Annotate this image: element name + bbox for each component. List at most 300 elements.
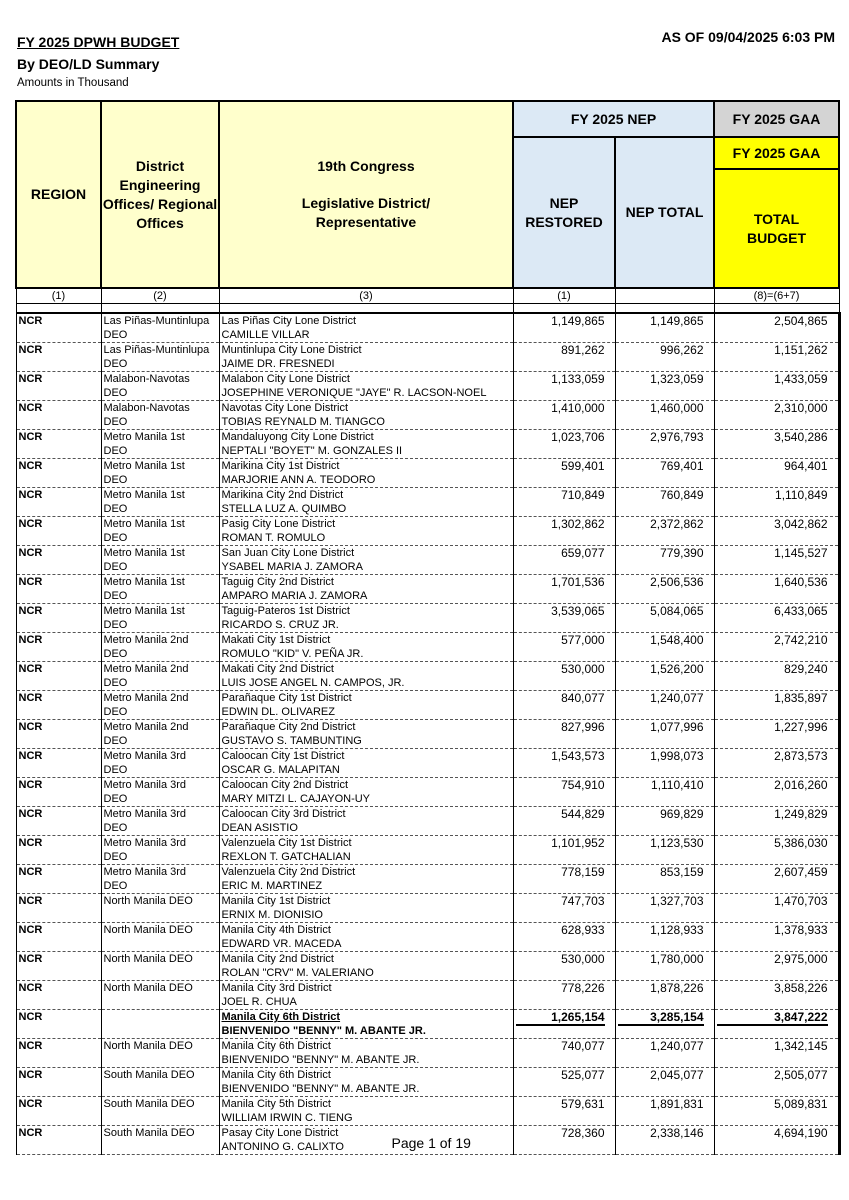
deo-cell (101, 836, 219, 865)
deo-name: Metro Manila 1st (103, 518, 185, 530)
nep-restored-cell (513, 923, 615, 952)
total-budget-value: 5,089,831 (774, 1097, 828, 1111)
nep-restored-cell (513, 372, 615, 401)
nep-restored-value: 1,410,000 (551, 401, 605, 415)
legislative-district-cell (219, 1010, 513, 1039)
deo-cell (101, 1010, 219, 1039)
nep-total-value: 996,262 (660, 343, 704, 357)
nep-restored-value: 577,000 (561, 633, 605, 647)
table-row (16, 923, 839, 952)
deo-name: Metro Manila 3rd (103, 837, 187, 849)
district-name: Mandaluyong City Lone District (221, 431, 374, 443)
legislative-district-cell (219, 430, 513, 459)
total-budget-value: 1,110,849 (775, 488, 828, 502)
representative-name: NEPTALI "BOYET" M. GONZALES II (221, 445, 403, 457)
nep-restored-cell (513, 343, 615, 372)
deo-suffix: DEO (103, 880, 128, 892)
col-num-ld: (3) (219, 288, 513, 304)
nep-restored-cell (513, 662, 615, 691)
legislative-district-cell (219, 1039, 513, 1068)
deo-suffix: DEO (103, 590, 128, 602)
total-budget-cell (714, 343, 839, 372)
nep-restored-value: 544,829 (561, 807, 605, 821)
nep-total-cell (615, 749, 714, 778)
total-budget-cell (714, 836, 839, 865)
table-row (16, 517, 839, 546)
deo-suffix: DEO (103, 793, 128, 805)
nep-total-value: 1,240,077 (650, 691, 704, 705)
nep-total-value: 853,159 (660, 865, 704, 879)
region-cell: NCR (16, 488, 101, 517)
deo-name: Metro Manila 1st (103, 460, 185, 472)
total-budget-value: 2,505,077 (774, 1068, 828, 1082)
deo-name: Metro Manila 3rd (103, 866, 187, 878)
deo-cell (101, 343, 219, 372)
deo-suffix: DEO (103, 387, 128, 399)
table-row (16, 575, 839, 604)
nep-restored-cell (513, 313, 615, 343)
deo-suffix: DEO (103, 648, 128, 660)
region-cell: NCR (16, 430, 101, 459)
document-subtitle: By DEO/LD Summary (17, 56, 160, 72)
legislative-district-cell (219, 343, 513, 372)
spacer (714, 304, 839, 314)
district-name: Taguig City 2nd District (221, 576, 334, 588)
nep-total-value: 1,110,410 (651, 778, 704, 792)
table-row (16, 604, 839, 633)
region-cell: NCR (16, 633, 101, 662)
nep-total-cell (615, 691, 714, 720)
region-cell: NCR (16, 1126, 101, 1155)
total-budget-value: 1,433,059 (774, 372, 828, 386)
total-budget-cell (714, 1126, 839, 1155)
nep-total-value: 2,045,077 (650, 1068, 704, 1082)
total-budget-value: 2,310,000 (774, 401, 828, 415)
nep-total-value: 779,390 (660, 546, 704, 560)
nep-restored-value: 1,149,865 (551, 314, 605, 328)
district-name: Valenzuela City 2nd District (221, 866, 356, 878)
total-budget-value: 1,640,536 (774, 575, 828, 589)
deo-suffix: DEO (103, 764, 128, 776)
nep-total-cell (615, 952, 714, 981)
legislative-district-cell (219, 604, 513, 633)
col-num-total: (8)=(6+7) (714, 288, 839, 304)
deo-suffix: DEO (103, 358, 128, 370)
table-row (16, 401, 839, 430)
total-budget-value: 2,504,865 (774, 314, 828, 328)
header-nep-total: NEP TOTAL (615, 137, 714, 288)
deo-name: Metro Manila 3rd (103, 808, 187, 820)
nep-total-cell (615, 604, 714, 633)
nep-restored-cell (513, 1097, 615, 1126)
header-gaa-sub: FY 2025 GAA (714, 137, 839, 169)
representative-name: ERNIX M. DIONISIO (221, 909, 323, 921)
nep-restored-cell (513, 401, 615, 430)
table-row (16, 807, 839, 836)
deo-suffix: DEO (103, 677, 128, 689)
deo-name: North Manila DEO (103, 895, 193, 907)
representative-name: ROLAN "CRV" M. VALERIANO (221, 967, 374, 979)
total-budget-cell (714, 488, 839, 517)
legislative-district-cell (219, 1126, 513, 1155)
nep-restored-cell (513, 691, 615, 720)
nep-total-value: 969,829 (660, 807, 704, 821)
nep-restored-value: 1,101,952 (551, 836, 605, 850)
nep-restored-value: 778,159 (561, 865, 605, 879)
district-name: Navotas City Lone District (221, 402, 349, 414)
total-budget-value: 1,378,933 (774, 923, 828, 937)
district-name: Parañaque City 1st District (221, 692, 352, 704)
deo-name: South Manila DEO (103, 1098, 195, 1110)
district-name: Manila City 5th District (221, 1098, 331, 1110)
nep-total-cell (615, 836, 714, 865)
table-row (16, 633, 839, 662)
deo-suffix: DEO (103, 474, 128, 486)
total-budget-value: 1,835,897 (774, 691, 828, 705)
nep-total-cell (615, 807, 714, 836)
nep-restored-value: 740,077 (561, 1039, 605, 1053)
total-budget-cell (714, 749, 839, 778)
nep-restored-value: 840,077 (561, 691, 605, 705)
nep-restored-cell (513, 981, 615, 1010)
representative-name: MARY MITZI L. CAJAYON-UY (221, 793, 371, 805)
header-ld-label: Legislative District/ Representative (301, 195, 431, 230)
nep-restored-value: 827,996 (561, 720, 605, 734)
nep-total-value: 1,780,000 (650, 952, 704, 966)
region-cell: NCR (16, 372, 101, 401)
total-budget-value: 4,694,190 (774, 1126, 828, 1140)
header-total-budget (714, 169, 839, 288)
representative-name: REXLON T. GATCHALIAN (221, 851, 351, 863)
deo-name: South Manila DEO (103, 1127, 195, 1139)
header-congress: 19th Congress (317, 158, 415, 174)
deo-name: Metro Manila 2nd (103, 663, 189, 675)
total-budget-value: 3,540,286 (774, 430, 828, 444)
table-row (16, 778, 839, 807)
total-budget-value: 1,249,829 (774, 807, 828, 821)
col-num-deo: (2) (101, 288, 219, 304)
deo-cell (101, 865, 219, 894)
total-budget-cell (714, 430, 839, 459)
district-name: Manila City 4th District (221, 924, 331, 936)
deo-suffix: DEO (103, 416, 128, 428)
total-budget-value: 2,016,260 (774, 778, 828, 792)
nep-restored-cell (513, 575, 615, 604)
nep-total-value: 1,998,073 (650, 749, 704, 763)
district-name: Taguig-Pateros 1st District (221, 605, 350, 617)
nep-total-cell (615, 430, 714, 459)
total-budget-value: 1,145,527 (774, 546, 828, 560)
legislative-district-cell (219, 691, 513, 720)
nep-total-cell (615, 633, 714, 662)
table-row (16, 894, 839, 923)
deo-name: South Manila DEO (103, 1069, 195, 1081)
deo-name: Metro Manila 2nd (103, 634, 189, 646)
nep-total-cell (615, 575, 714, 604)
nep-total-cell (615, 343, 714, 372)
district-name: Manila City 6th District (221, 1040, 331, 1052)
page-number: Page 1 of 19 (391, 1135, 471, 1151)
deo-cell (101, 633, 219, 662)
spacer (16, 304, 101, 314)
table-row (16, 1068, 839, 1097)
district-name: Manila City 6th District (221, 1011, 341, 1023)
representative-name: MARJORIE ANN A. TEODORO (221, 474, 376, 486)
nep-total-value: 1,548,400 (650, 633, 704, 647)
nep-restored-value: 710,849 (561, 488, 605, 502)
region-cell: NCR (16, 1010, 101, 1039)
nep-total-value: 1,240,077 (650, 1039, 704, 1053)
legislative-district-cell (219, 313, 513, 343)
total-budget-value: 829,240 (784, 662, 828, 676)
deo-suffix: DEO (103, 822, 128, 834)
legislative-district-cell (219, 778, 513, 807)
deo-suffix: DEO (103, 532, 128, 544)
legislative-district-cell (219, 981, 513, 1010)
deo-name: Malabon-Navotas (103, 373, 190, 385)
district-name: Makati City 2nd District (221, 663, 334, 675)
deo-suffix: DEO (103, 445, 128, 457)
nep-restored-value: 778,226 (561, 981, 605, 995)
legislative-district-cell (219, 807, 513, 836)
deo-cell (101, 1097, 219, 1126)
nep-restored-value: 579,631 (561, 1097, 605, 1111)
total-budget-cell (714, 604, 839, 633)
total-budget-cell (714, 981, 839, 1010)
nep-total-value: 769,401 (660, 459, 704, 473)
representative-name: EDWARD VR. MACEDA (221, 938, 342, 950)
deo-suffix: DEO (103, 561, 128, 573)
table-row (16, 720, 839, 749)
nep-total-cell (615, 778, 714, 807)
representative-name: LUIS JOSE ANGEL N. CAMPOS, JR. (221, 677, 405, 689)
nep-restored-cell (513, 459, 615, 488)
district-name: Las Piñas City Lone District (221, 315, 356, 327)
table-row (16, 981, 839, 1010)
deo-cell (101, 517, 219, 546)
deo-cell (101, 691, 219, 720)
representative-name: JAIME DR. FRESNEDI (221, 358, 335, 370)
total-budget-cell (714, 313, 839, 343)
deo-name: Metro Manila 1st (103, 489, 185, 501)
document-title: FY 2025 DPWH BUDGET (17, 34, 180, 50)
nep-total-cell (615, 488, 714, 517)
nep-total-value: 1,149,865 (650, 314, 704, 328)
budget-table (15, 100, 841, 1155)
deo-name: North Manila DEO (103, 982, 193, 994)
district-name: Parañaque City 2nd District (221, 721, 356, 733)
nep-restored-value: 530,000 (561, 952, 605, 966)
header-nep-restored (513, 137, 615, 288)
nep-restored-cell (513, 1068, 615, 1097)
total-budget-cell (714, 778, 839, 807)
representative-name: OSCAR G. MALAPITAN (221, 764, 340, 776)
total-budget-cell (714, 807, 839, 836)
deo-cell (101, 1126, 219, 1155)
total-budget-cell (714, 1039, 839, 1068)
table-row (16, 459, 839, 488)
legislative-district-cell (219, 749, 513, 778)
deo-cell (101, 546, 219, 575)
nep-restored-value: 747,703 (561, 894, 605, 908)
region-cell: NCR (16, 1039, 101, 1068)
region-cell: NCR (16, 807, 101, 836)
district-name: Caloocan City 2nd District (221, 779, 349, 791)
nep-total-cell (615, 662, 714, 691)
deo-name: Las Piñas-Muntinlupa (103, 315, 210, 327)
table-row (16, 430, 839, 459)
deo-cell (101, 952, 219, 981)
deo-name: Metro Manila 2nd (103, 692, 189, 704)
region-cell: NCR (16, 401, 101, 430)
nep-total-cell (615, 720, 714, 749)
col-num-nep-restored: (1) (513, 288, 615, 304)
representative-name: JOEL R. CHUA (221, 996, 297, 1008)
spacer (101, 304, 219, 314)
nep-total-cell (615, 1126, 714, 1155)
total-budget-cell (714, 865, 839, 894)
deo-name: Metro Manila 2nd (103, 721, 189, 733)
nep-total-cell (615, 401, 714, 430)
nep-total-value: 1,891,831 (650, 1097, 704, 1111)
region-cell: NCR (16, 546, 101, 575)
deo-cell (101, 604, 219, 633)
header-deo (101, 101, 219, 288)
representative-name: AMPARO MARIA J. ZAMORA (221, 590, 368, 602)
region-cell: NCR (16, 952, 101, 981)
representative-name: TOBIAS REYNALD M. TIANGCO (221, 416, 385, 428)
total-budget-cell (714, 459, 839, 488)
region-cell: NCR (16, 720, 101, 749)
deo-name: Malabon-Navotas (103, 402, 190, 414)
deo-cell (101, 807, 219, 836)
nep-restored-cell (513, 488, 615, 517)
deo-name: Metro Manila 1st (103, 605, 185, 617)
nep-total-cell (615, 894, 714, 923)
district-name: Muntinlupa City Lone District (221, 344, 362, 356)
district-name: Pasig City Lone District (221, 518, 336, 530)
header-nep-group: FY 2025 NEP (513, 101, 714, 137)
deo-cell (101, 459, 219, 488)
nep-restored-cell (513, 865, 615, 894)
nep-restored-value: 1,701,536 (551, 575, 605, 589)
nep-total-value: 1,077,996 (650, 720, 704, 734)
nep-total-value: 1,526,200 (650, 662, 704, 676)
nep-restored-cell (513, 546, 615, 575)
total-budget-value: 2,873,573 (774, 749, 828, 763)
district-name: Manila City 2nd District (221, 953, 334, 965)
nep-restored-cell (513, 633, 615, 662)
district-name: Caloocan City 3rd District (221, 808, 346, 820)
representative-name: GUSTAVO S. TAMBUNTING (221, 735, 362, 747)
nep-restored-value: 599,401 (561, 459, 605, 473)
legislative-district-cell (219, 1097, 513, 1126)
nep-total-value: 760,849 (660, 488, 704, 502)
total-budget-cell (714, 633, 839, 662)
representative-name: BIENVENIDO "BENNY" M. ABANTE JR. (221, 1054, 420, 1066)
header-legislative-district (219, 101, 513, 288)
region-cell: NCR (16, 313, 101, 343)
legislative-district-cell (219, 894, 513, 923)
deo-cell (101, 894, 219, 923)
nep-restored-value: 891,262 (561, 343, 605, 357)
subtotal-row (16, 1010, 839, 1039)
header-total-budget-label: TOTAL BUDGET (746, 210, 807, 246)
table-row (16, 546, 839, 575)
region-cell: NCR (16, 778, 101, 807)
deo-cell (101, 401, 219, 430)
total-budget-cell (714, 662, 839, 691)
deo-cell (101, 372, 219, 401)
district-name: Manila City 3rd District (221, 982, 332, 994)
nep-total-value: 1,460,000 (650, 401, 704, 415)
nep-restored-value: 1,133,059 (551, 372, 605, 386)
table-row (16, 488, 839, 517)
deo-suffix: DEO (103, 329, 128, 341)
representative-name: ERIC M. MARTINEZ (221, 880, 323, 892)
deo-suffix: DEO (103, 851, 128, 863)
legislative-district-cell (219, 1068, 513, 1097)
deo-name: Metro Manila 1st (103, 431, 185, 443)
legislative-district-cell (219, 372, 513, 401)
legislative-district-cell (219, 952, 513, 981)
nep-total-cell (615, 1097, 714, 1126)
legislative-district-cell (219, 401, 513, 430)
nep-restored-value: 754,910 (561, 778, 605, 792)
region-cell: NCR (16, 981, 101, 1010)
total-budget-cell (714, 575, 839, 604)
deo-name: Metro Manila 3rd (103, 750, 187, 762)
nep-restored-cell (513, 720, 615, 749)
legislative-district-cell (219, 488, 513, 517)
representative-name: WILLIAM IRWIN C. TIENG (221, 1112, 353, 1124)
deo-cell (101, 488, 219, 517)
nep-restored-value: 1,265,154 (516, 1010, 605, 1026)
total-budget-cell (714, 401, 839, 430)
nep-restored-cell (513, 894, 615, 923)
total-budget-cell (714, 952, 839, 981)
nep-total-value: 5,084,065 (650, 604, 704, 618)
representative-name: EDWIN DL. OLIVAREZ (221, 706, 335, 718)
region-cell: NCR (16, 662, 101, 691)
header-nep-restored-label: NEP RESTORED (525, 194, 603, 230)
region-cell: NCR (16, 836, 101, 865)
nep-total-value: 2,506,536 (650, 575, 704, 589)
district-name: Valenzuela City 1st District (221, 837, 352, 849)
table-row (16, 1039, 839, 1068)
region-cell: NCR (16, 343, 101, 372)
nep-total-value: 3,285,154 (618, 1010, 704, 1026)
nep-restored-cell (513, 836, 615, 865)
total-budget-value: 2,607,459 (774, 865, 828, 879)
nep-total-value: 2,976,793 (650, 430, 704, 444)
col-num-nep-total (615, 288, 714, 304)
district-name: Manila City 1st District (221, 895, 331, 907)
spacer (513, 304, 615, 314)
spacer (615, 304, 714, 314)
representative-name: ROMULO "KID" V. PEÑA JR. (221, 648, 364, 660)
deo-cell (101, 313, 219, 343)
total-budget-cell (714, 372, 839, 401)
nep-total-cell (615, 865, 714, 894)
nep-total-value: 1,123,530 (650, 836, 704, 850)
total-budget-cell (714, 923, 839, 952)
district-name: Makati City 1st District (221, 634, 331, 646)
total-budget-value: 6,433,065 (774, 604, 828, 618)
district-name: Pasay City Lone District (221, 1127, 339, 1139)
legislative-district-cell (219, 865, 513, 894)
spacer (219, 304, 513, 314)
